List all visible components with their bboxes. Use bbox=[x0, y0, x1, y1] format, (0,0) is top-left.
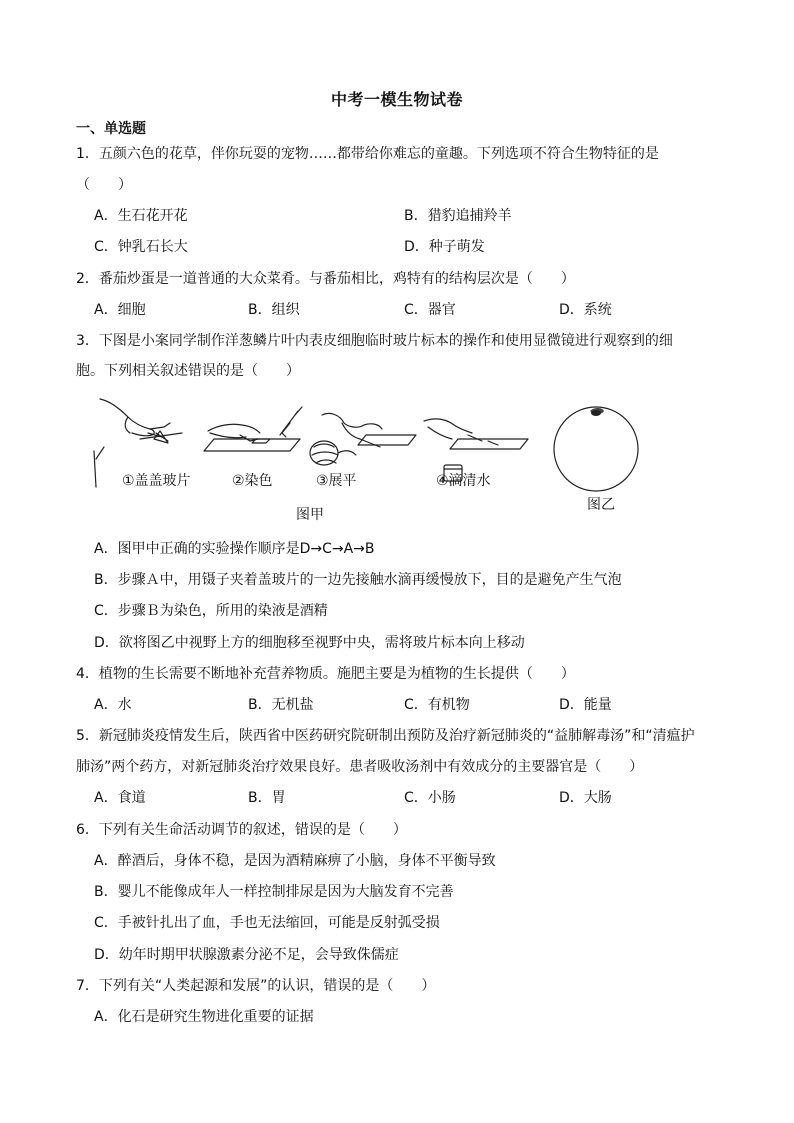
option-c: C．器官 bbox=[404, 302, 456, 318]
option-a: A．化石是研究生物进化重要的证据 bbox=[94, 1009, 314, 1025]
page-title: 中考一模生物试卷 bbox=[330, 90, 463, 109]
option-a: A．图甲中正确的实验操作顺序是D→C→A→B bbox=[94, 541, 375, 557]
question-stem: 1．五颜六色的花草，伴你玩耍的宠物……都带给你难忘的童趣。下列选项不符合生物特征的是 bbox=[76, 146, 659, 162]
option-d: D．能量 bbox=[559, 697, 612, 713]
option-b: B．胃 bbox=[248, 790, 286, 806]
question-stem: 6．下列有关生命活动调节的叙述，错误的是（ ） bbox=[76, 822, 407, 838]
option-b: B．步骤Ａ中，用镊子夹着盖玻片的一边先接触水滴再缓慢放下，目的是避免产生气泡 bbox=[94, 572, 622, 588]
option-a: A．生石花开花 bbox=[94, 208, 188, 224]
option-c: C．手被针扎出了血，手也无法缩回，可能是反射弧受损 bbox=[94, 915, 440, 931]
step4-illustration bbox=[424, 419, 528, 481]
question-stem: 肺汤”两个药方，对新冠肺炎治疗效果良好。患者吸收汤剂中有效成分的主要器官是（ ） bbox=[76, 759, 644, 775]
experiment-figure bbox=[90, 393, 650, 528]
step2-illustration bbox=[204, 407, 302, 451]
section-heading: 一、单选题 bbox=[76, 121, 146, 137]
option-a: A．细胞 bbox=[94, 302, 146, 318]
option-c: C．有机物 bbox=[404, 697, 470, 713]
option-b: B．婴儿不能像成年人一样控制排尿是因为大脑发育不完善 bbox=[94, 884, 454, 900]
option-a: A．醉酒后，身体不稳，是因为酒精麻痹了小脑，身体不平衡导致 bbox=[94, 853, 496, 869]
option-b: B．无机盐 bbox=[248, 697, 314, 713]
step3-illustration bbox=[310, 413, 416, 465]
question-stem: 4．植物的生长需要不断地补充营养物质。施肥主要是为植物的生长提供（ ） bbox=[76, 666, 575, 682]
question-stem: 5．新冠肺炎疫情发生后，陕西省中医药研究院研制出预防及治疗新冠肺炎的“益肺解毒汤”和“清瘟护 bbox=[76, 728, 695, 744]
step-label-1: ①盖盖玻片 bbox=[122, 473, 191, 489]
question-stem: （ ） bbox=[76, 177, 132, 193]
figure-b-caption: 图乙 bbox=[587, 497, 615, 513]
figure-a-caption: 图甲 bbox=[296, 507, 324, 523]
step-label-2: ②染色 bbox=[232, 473, 273, 489]
option-d: D．幼年时期甲状腺激素分泌不足，会导致侏儒症 bbox=[94, 947, 399, 963]
option-d: D．大肠 bbox=[559, 790, 612, 806]
option-d: D．欲将图乙中视野上方的细胞移至视野中央，需将玻片标本向上移动 bbox=[94, 635, 525, 651]
step-label-4: ④滴清水 bbox=[436, 473, 491, 489]
question-stem: 7．下列有关“人类起源和发展”的认识，错误的是（ ） bbox=[76, 978, 436, 994]
question-stem: 胞。下列相关叙述错误的是（ ） bbox=[76, 363, 300, 379]
question-stem: 2．番茄炒蛋是一道普通的大众菜肴。与番茄相比，鸡特有的结构层次是（ ） bbox=[76, 271, 575, 287]
option-d: D．种子萌发 bbox=[404, 239, 485, 255]
option-a: A．水 bbox=[94, 697, 132, 713]
question-stem: 3．下图是小案同学制作洋葱鳞片叶内表皮细胞临时玻片标本的操作和使用显微镜进行观察到的细 bbox=[76, 333, 673, 349]
microscope-view bbox=[554, 407, 638, 491]
option-b: B．组织 bbox=[248, 302, 300, 318]
option-a: A．食道 bbox=[94, 790, 146, 806]
option-c: C．步骤Ｂ为染色，所用的染液是酒精 bbox=[94, 603, 328, 619]
step-label-3: ③展平 bbox=[316, 473, 357, 489]
option-d: D．系统 bbox=[559, 302, 612, 318]
option-b: B．猎豹追捕羚羊 bbox=[404, 208, 512, 224]
option-c: C．小肠 bbox=[404, 790, 456, 806]
option-c: C．钟乳石长大 bbox=[94, 239, 188, 255]
